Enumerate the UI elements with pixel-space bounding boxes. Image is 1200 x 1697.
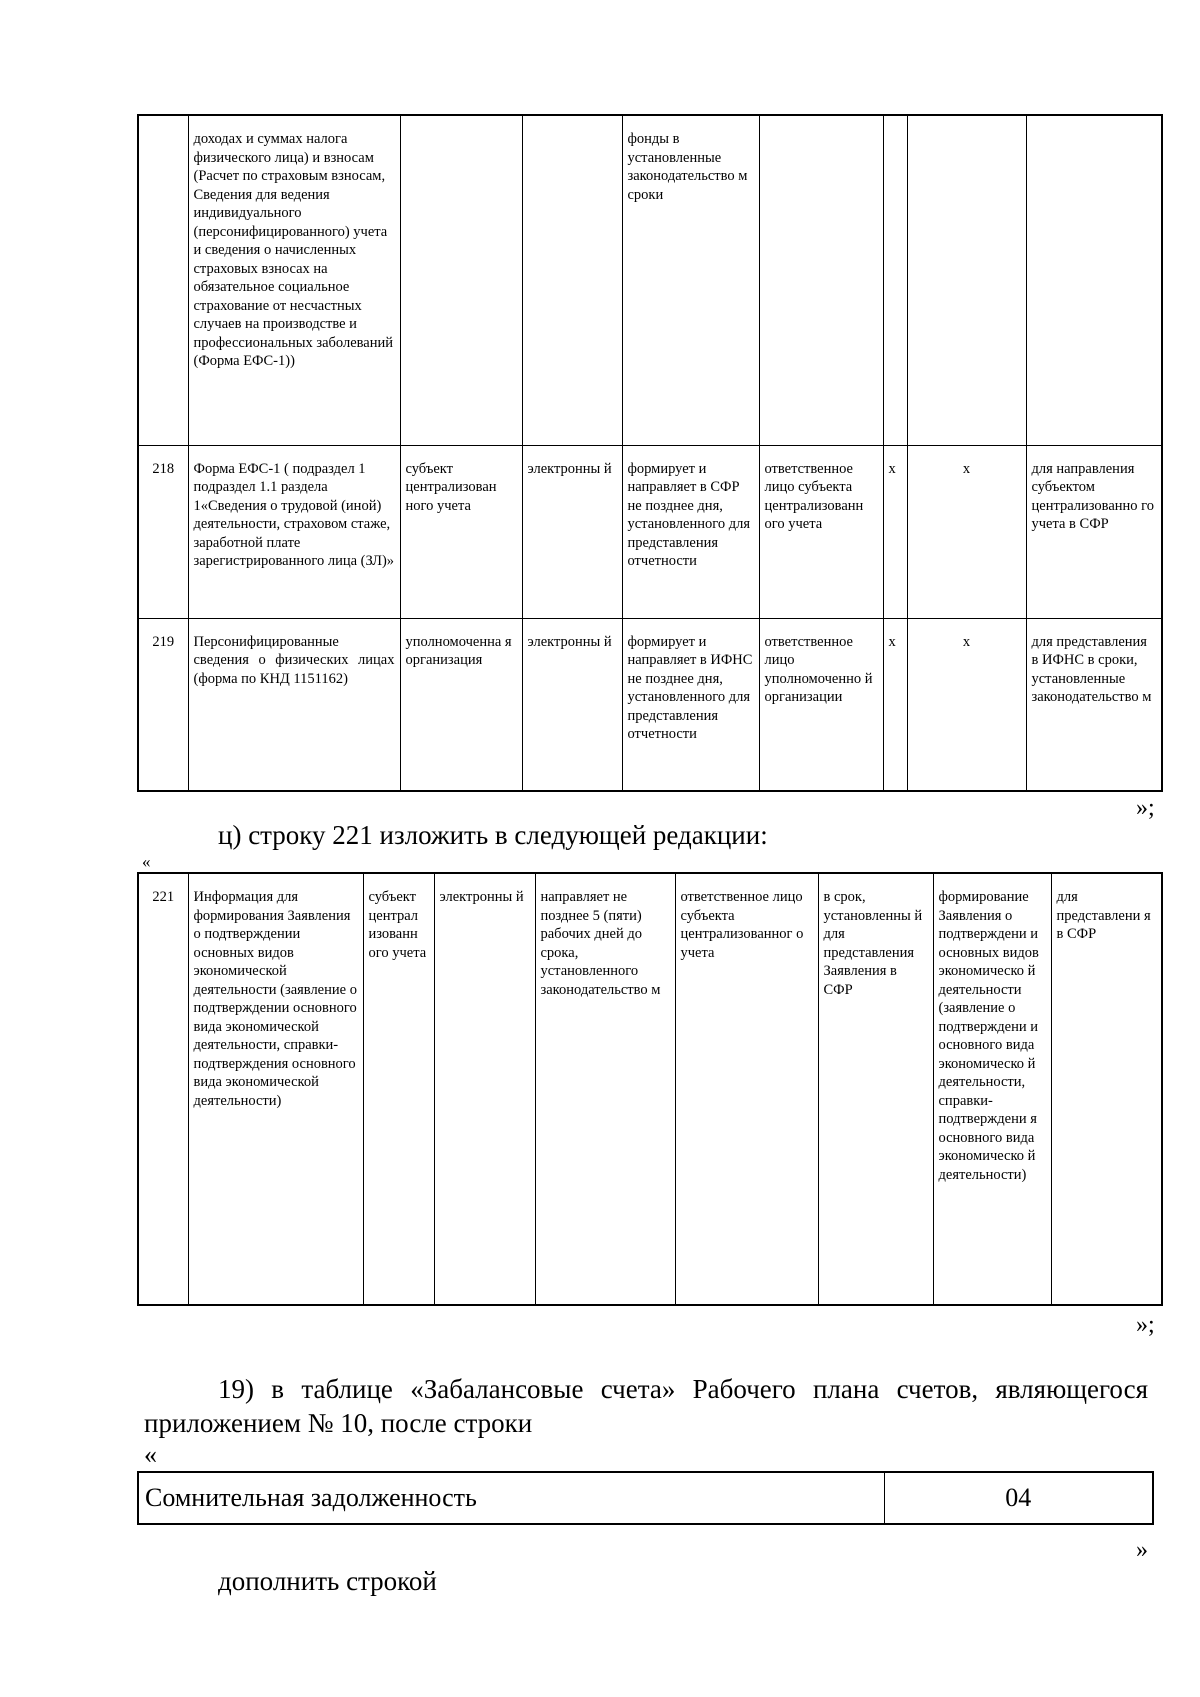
row-number: 221 <box>138 873 188 1305</box>
term: формирует и направляет в ИФНС не позднее дня, установленного для представления отчетности <box>622 618 759 791</box>
opening-quote: « <box>142 852 151 871</box>
note: для представления в ИФНС в сроки, установленные законодательство м <box>1026 618 1162 791</box>
table-row <box>138 115 1162 445</box>
column-8 <box>907 115 1026 445</box>
column-8: х <box>907 618 1026 791</box>
creator: уполномоченна я организация <box>400 618 522 791</box>
off-balance-row-table <box>137 1471 1154 1525</box>
column-7: х <box>883 445 907 618</box>
responsible: ответственное лицо субъекта централизованн ого учета <box>759 445 883 618</box>
note <box>1026 115 1162 445</box>
rows-table-217-219 <box>137 114 1163 792</box>
opening-quote: « <box>144 1440 157 1469</box>
responsible <box>759 115 883 445</box>
add-line: дополнить строкой <box>218 1566 437 1596</box>
row-number: 219 <box>138 618 188 791</box>
column-7: х <box>883 618 907 791</box>
table-row <box>138 1472 1153 1524</box>
creator: субъект централизован ного учета <box>400 445 522 618</box>
creator <box>400 115 522 445</box>
deadline: в срок, установленны й для представления Заявления в СФР <box>818 873 933 1305</box>
note: для представлени я в СФР <box>1051 873 1162 1305</box>
table-row <box>138 618 1162 791</box>
form: электронны й <box>522 618 622 791</box>
term: фонды в установленные законодательство м сроки <box>622 115 759 445</box>
document-name: доходах и суммах налога физического лица) и взносам (Расчет по страховым взносам, Сведения для ведения индивидуального (персонифицированного) учета и сведения о начисленных страховых взносах на обязательное социальное страхование от несчастных случаев на производстве и профессиональных заболеваний (Форма ЕФС-1)) <box>188 115 400 445</box>
form: электронны й <box>434 873 535 1305</box>
responsible: ответственное лицо субъекта централизованног о учета <box>675 873 818 1305</box>
instruction-line: ц) строку 221 изложить в следующей редакции: <box>218 820 768 850</box>
closing-quote: »; <box>1136 795 1155 821</box>
account-name: Сомнительная задолженность <box>138 1472 884 1524</box>
paragraph-19-line2: приложением № 10, после строки <box>144 1408 533 1438</box>
paragraph-19-line1: 19) в таблице «Забалансовые счета» Рабочего плана счетов, являющегося <box>218 1374 1148 1404</box>
account-code: 04 <box>884 1472 1153 1524</box>
table-row <box>138 445 1162 618</box>
term: направляет не позднее 5 (пяти) рабочих дней до срока, установленного законодательство м <box>535 873 675 1305</box>
note: для направления субъектом централизованно го учета в СФР <box>1026 445 1162 618</box>
document-name: Информация для формирования Заявления о подтверждении основных видов экономической деятельности (заявление о подтверждении основного вида экономической деятельности, справки-подтверждения основного вида экономической деятельности) <box>188 873 363 1305</box>
closing-quote: »; <box>1136 1312 1155 1338</box>
column-7 <box>883 115 907 445</box>
row-number: 218 <box>138 445 188 618</box>
document-name: Персонифицированные сведения о физических лицах (форма по КНД 1151162) <box>188 618 400 791</box>
closing-quote: » <box>1136 1537 1148 1563</box>
document-name: Форма ЕФС-1 ( подраздел 1 подраздел 1.1 раздела 1«Сведения о трудовой (иной) деятельности, страховом стаже, заработной плате зарегистрированного лица (ЗЛ)» <box>188 445 400 618</box>
row-number <box>138 115 188 445</box>
form: электронны й <box>522 445 622 618</box>
creator: субъект централ изованн ого учета <box>363 873 434 1305</box>
formation: формирование Заявления о подтверждени и основных видов экономическо й деятельности (заявление о подтверждени и основного вида экономическо й деятельности, справки-подтверждени я основного вида экономическо й деятельности) <box>933 873 1051 1305</box>
row-221-table <box>137 872 1163 1306</box>
column-8: х <box>907 445 1026 618</box>
responsible: ответственное лицо уполномоченно й организации <box>759 618 883 791</box>
table-row <box>138 873 1162 1305</box>
term: формирует и направляет в СФР не позднее дня, установленного для представления отчетности <box>622 445 759 618</box>
form <box>522 115 622 445</box>
